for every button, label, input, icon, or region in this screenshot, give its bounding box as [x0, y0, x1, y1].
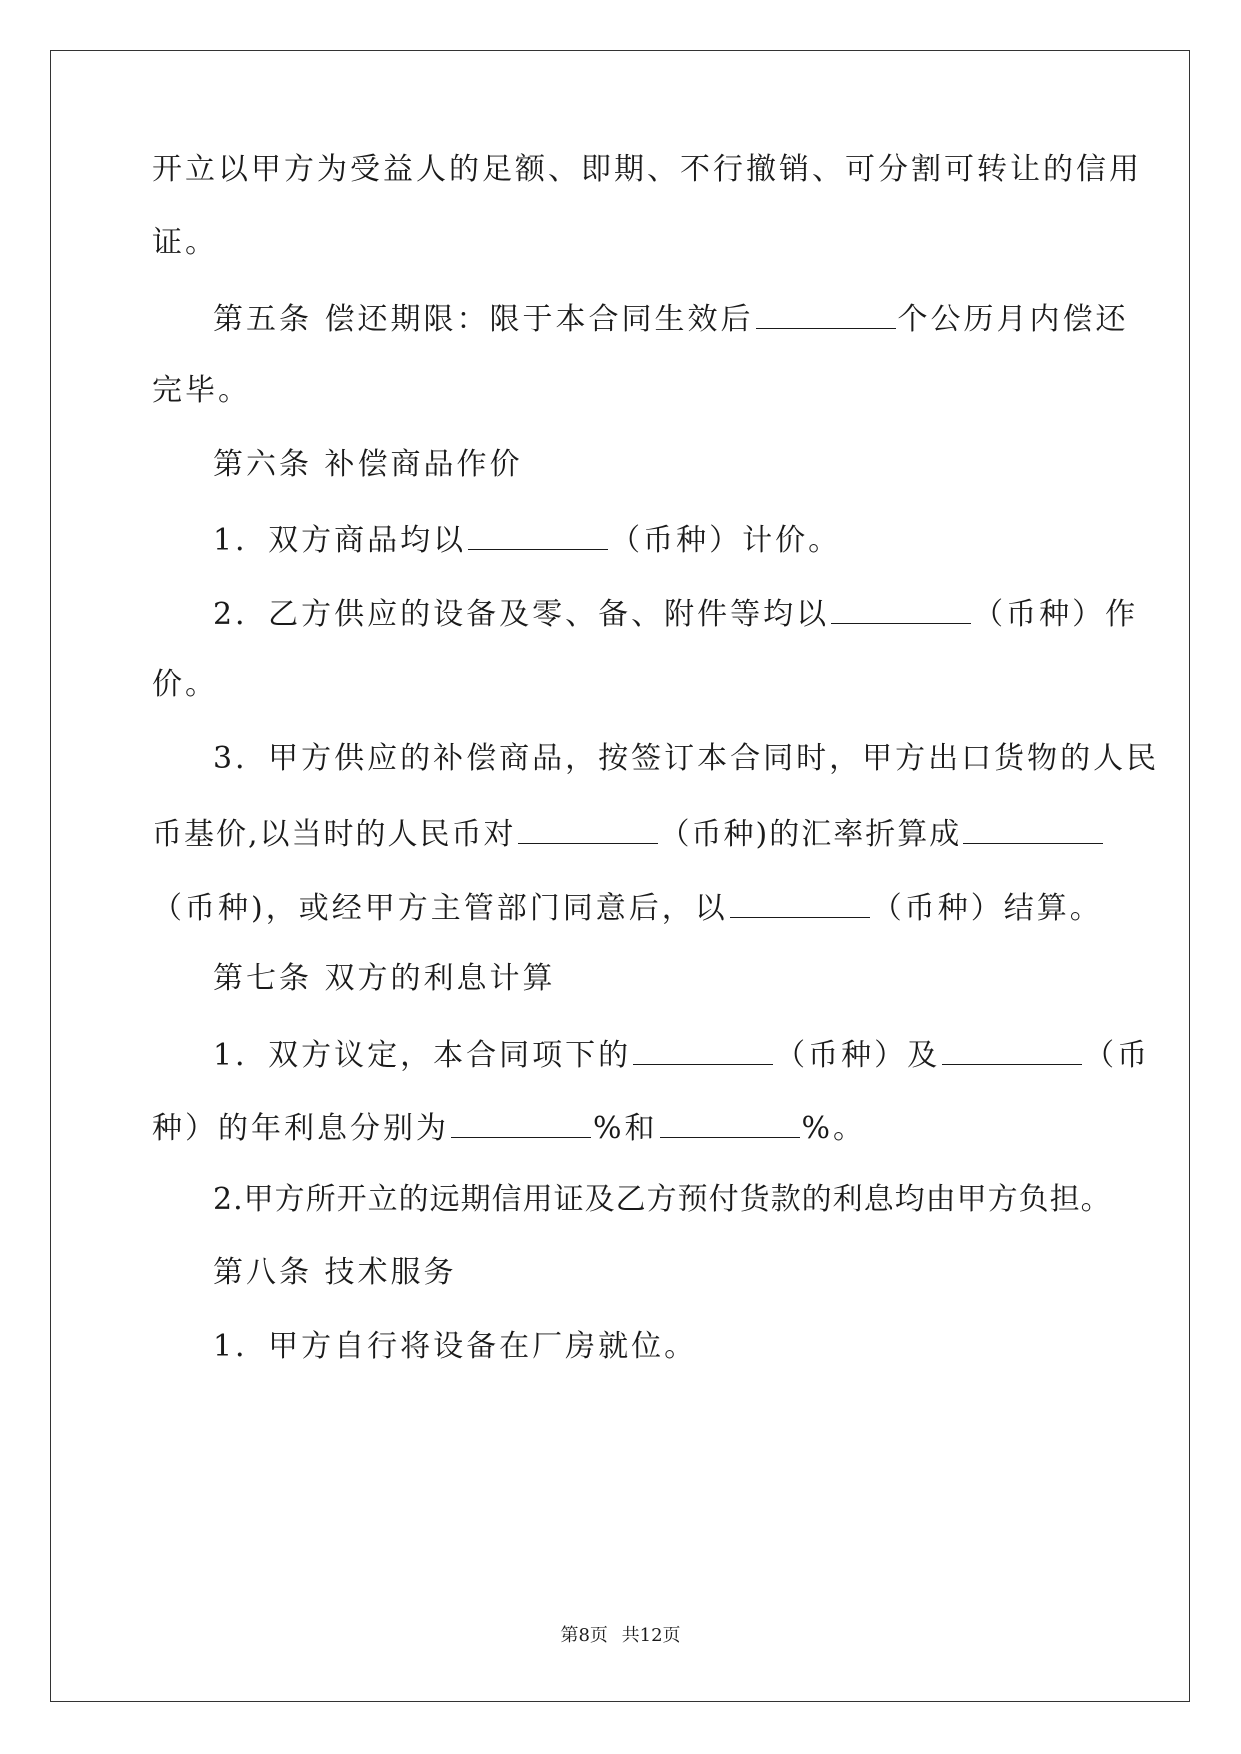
text-segment: （币	[1084, 1038, 1151, 1073]
text-segment: 1．双方商品均以	[213, 523, 467, 558]
fill-blank	[518, 817, 658, 844]
text-segment: 第六条 补偿商品作价	[213, 447, 523, 482]
page-frame	[50, 50, 1190, 1702]
fill-blank	[660, 1111, 800, 1138]
text-segment: （币种）作	[973, 597, 1139, 632]
text-segment: 第七条 双方的利息计算	[213, 961, 556, 996]
text-segment: 种）的年利息分别为	[152, 1111, 449, 1146]
fill-blank	[963, 817, 1103, 844]
text-line	[152, 891, 1103, 926]
text-line	[152, 817, 1092, 850]
page-footer	[0, 1626, 1241, 1646]
text-segment: （币种）结算。	[871, 891, 1103, 926]
text-segment: （币种）及	[775, 1038, 941, 1073]
clause-8-heading	[213, 1255, 1153, 1290]
text-segment: 第八条 技术服务	[213, 1255, 457, 1290]
fill-blank	[730, 891, 870, 918]
fill-blank	[831, 597, 971, 624]
text-line	[213, 597, 1153, 630]
fill-blank	[942, 1038, 1082, 1065]
text-segment: 1．甲方自行将设备在厂房就位。	[213, 1329, 698, 1364]
text-line	[152, 373, 1092, 408]
text-segment: 价。	[152, 667, 218, 702]
text-segment: （币种)的汇率折算成	[659, 817, 962, 852]
text-line	[152, 667, 1092, 702]
fill-blank	[468, 523, 608, 550]
text-segment: 3．甲方供应的补偿商品，按签订本合同时，甲方出口货物的人民	[213, 741, 1160, 776]
text-segment: （币种）计价。	[610, 523, 842, 558]
text-segment: 开立以甲方为受益人的足额、即期、不行撤销、可分割可转让的信用	[152, 152, 1142, 187]
text-segment: %。	[801, 1111, 867, 1146]
text-line	[213, 741, 1160, 776]
text-segment: 完毕。	[152, 373, 251, 408]
text-segment: %和	[593, 1111, 658, 1146]
text-line	[152, 225, 1092, 260]
text-line	[213, 1182, 1153, 1217]
text-segment: 1．双方议定，本合同项下的	[213, 1038, 632, 1073]
fill-blank	[633, 1038, 773, 1065]
text-segment: 个公历月内偿还	[897, 302, 1129, 337]
text-line	[213, 1038, 1153, 1071]
text-segment: 证。	[152, 225, 218, 260]
text-line	[213, 523, 1153, 556]
text-segment: （币种)，或经甲方主管部门同意后，以	[152, 891, 728, 926]
page-number: 第8页	[560, 1625, 608, 1646]
text-segment: 第五条 偿还期限：限于本合同生效后	[213, 302, 754, 337]
clause-7-heading	[213, 961, 1153, 996]
clause-5-line	[213, 302, 1153, 335]
text-segment: 币基价,以当时的人民币对	[152, 817, 516, 852]
text-segment: 2.甲方所开立的远期信用证及乙方预付货款的利息均由甲方负担。	[213, 1182, 1112, 1217]
fill-blank	[451, 1111, 591, 1138]
clause-6-heading	[213, 447, 1153, 482]
page-total: 共12页	[621, 1625, 681, 1646]
fill-blank	[756, 302, 896, 329]
text-segment: 2．乙方供应的设备及零、备、附件等均以	[213, 597, 830, 632]
text-line	[213, 1329, 1153, 1364]
text-line	[152, 1111, 1092, 1144]
text-line	[152, 152, 1142, 187]
